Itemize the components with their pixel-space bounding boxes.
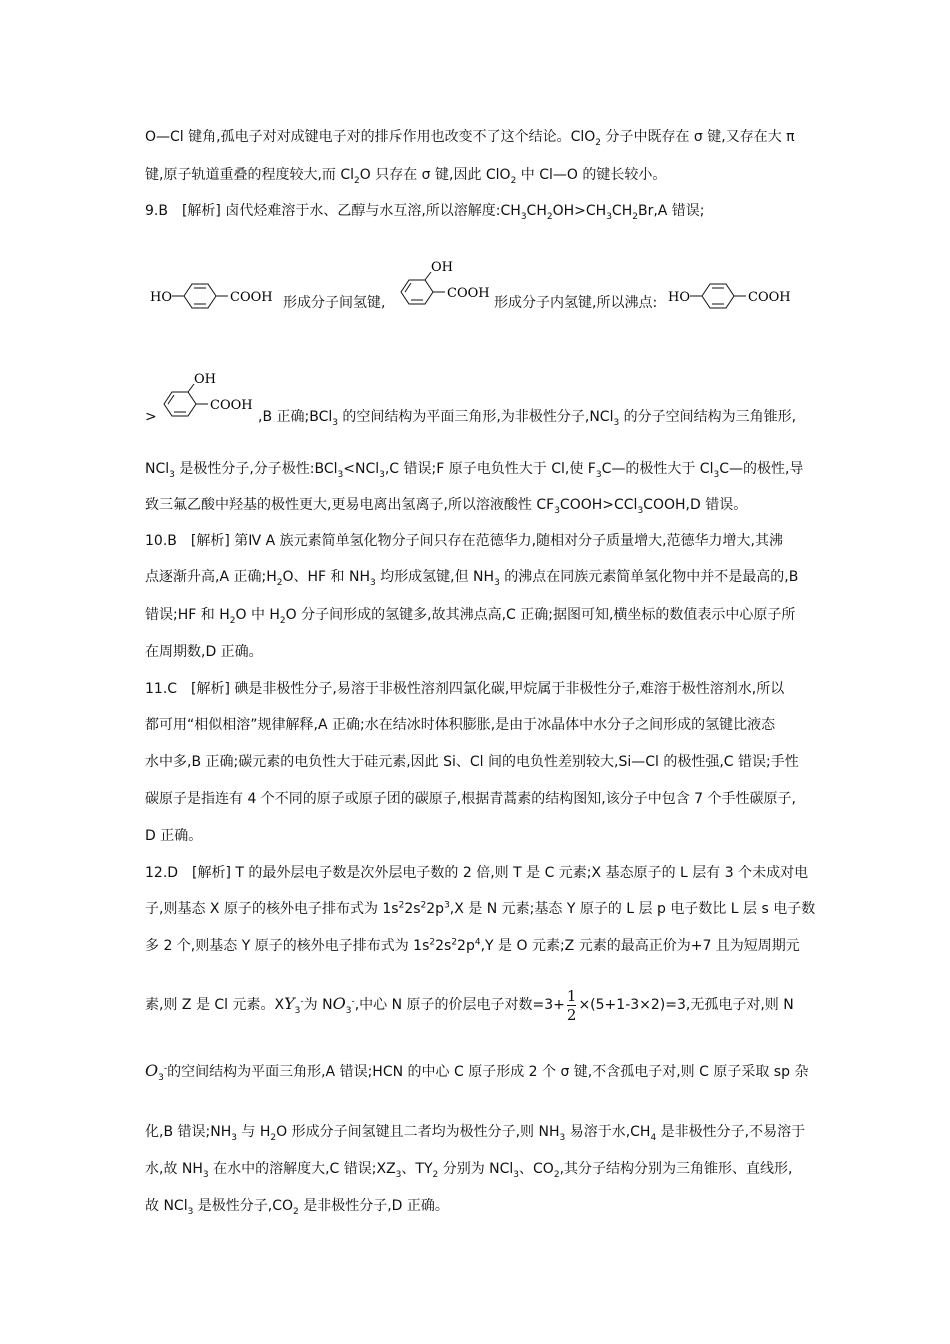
text-line: ,B 正确;BCl$_3$ 的空间结构为平面三角形,为非极性分子,NCl$_3$ 的分子空间结构为三角锥形, (258, 409, 797, 428)
text-line: NCl$_3$ 是极性分子,分子极性:BCl$_3$<NCl$_3$,C 错误;F 原子电负性大于 Cl,使 $F_3C—$的极性大于 $Cl_3C—$的极性,导 (145, 461, 804, 480)
text-line: 故 NCl$_3$ 是极性分子$,CO_2$ 是非极性分子,D 正确。 (145, 1198, 449, 1217)
text-line: O—Cl 键角,孤电子对对成键电子对的排斥作用也改变不了这个结论。ClO$_2$ 分子中既存在 σ 键,又存在大 π (145, 129, 795, 148)
text-line: 水中多,B 正确;碳元素的电负性大于硅元素,因此 Si、Cl 间的电负性差别较大,Si—Cl 的极性强,C 错误;手性 (145, 754, 799, 770)
fraction-one-half: $\frac{1}{2}$ (566, 986, 577, 1024)
cooh-label: COOH (748, 290, 791, 305)
text-line: 键,原子轨道重叠的程度较大,而 $Cl_2O$ 只存在 σ 键,因此 ClO$_2$ 中 Cl—O 的键长较小。 (145, 167, 667, 186)
question-12-heading: 12.D [解析] T 的最外层电子数是次外层电子数的 2 倍,则 T 是 C 元素;X 基态原子的 L 层有 3 个未成对电 (145, 865, 809, 881)
question-9-heading: 9.B [解析] 卤代烃难溶于水、乙醇与水互溶,所以溶解度$:CH_3CH_2OH>CH_3CH_2Br,A$ 错误; (145, 203, 705, 222)
text-line: 水,故 $NH_3$ 在水中的溶解度大,C 错误$;XZ_3$、$TY_2$ 分别为 NCl$_3$、$CO_2$,其分子结构分别为三角锥形、直线形, (145, 1161, 793, 1180)
text-line: 点逐渐升高,A 正确$;H_2O$、HF 和 $NH_3$ 均形成氢键,但 $NH_3$ 的沸点在同族元素简单氢化物中并不是最高的,B (145, 569, 799, 588)
oh-label: OH (194, 372, 216, 387)
cooh-label: COOH (447, 286, 490, 301)
text-line: 子,则基态 X 原子的核外电子排布式为 $1s^22s^22p^3,X$ 是 N 元素;基态 Y 原子的 L 层 p 电子数比 L 层 s 电子数 (145, 900, 816, 917)
question-10-heading: 10.B [解析] 第Ⅳ A 族元素简单氢化物分子间只存在范德华力,随相对分子质量增大,范德华力增大,其沸 (145, 533, 783, 549)
text-line: 化,B 错误$;NH_3$ 与 $H_2O$ 形成分子间氢键且二者均为极性分子,则 $NH_3$ 易溶于水$,CH_4$ 是非极性分子,不易溶于 (145, 1124, 806, 1143)
text-line: 素,则 Z 是 Cl 元素。$XY_3^-$为 $NO_3^-$,中心 N 原子的价层电子对数=3+ $\frac{1}{2}$ ×(5+1-3×2)=3,无孤电子对,则 N (145, 986, 794, 1024)
text-line: 都可用“相似相溶”规律解释,A 正确;水在结冰时体积膨胀,是由于冰晶体中水分子之间形成的氢键比液态 (145, 717, 776, 733)
greater-than: > (145, 409, 157, 425)
text-segment: 形成分子间氢键, (283, 295, 386, 311)
salicylic-acid-structure (395, 258, 495, 316)
cooh-label: COOH (230, 290, 273, 305)
question-11-heading: 11.C [解析] 碘是非极性分子,易溶于非极性溶剂四氯化碳,甲烷属于非极性分子,难溶于极性溶剂水,所以 (145, 681, 785, 697)
text-segment: 形成分子内氢键,所以沸点: (494, 295, 658, 311)
para-hydroxybenzoic-acid-structure (668, 280, 798, 320)
para-hydroxybenzoic-acid-structure (150, 280, 280, 320)
ho-label: HO (668, 290, 690, 305)
text-line: 多 2 个,则基态 Y 原子的核外电子排布式为 $1s^22s^22p^4,Y$ 是 O 元素;Z 元素的最高正价为+7 且为短周期元 (145, 937, 800, 954)
text-line: D 正确。 (145, 828, 203, 844)
text-line: 碳原子是指连有 4 个不同的原子或原子团的碳原子,根据青蒿素的结构图知,该分子中包含 7 个手性碳原子, (145, 791, 796, 807)
text-line: 错误;HF 和 $H_2O$ 中 $H_2O$ 分子间形成的氢键多,故其沸点高,C 正确;据图可知,横坐标的数值表示中心原子所 (145, 607, 796, 626)
cooh-label: COOH (210, 398, 253, 413)
oh-label: OH (431, 260, 453, 275)
ho-label: HO (150, 290, 172, 305)
text-line: $O_3^-$的空间结构为平面三角形,A 错误;HCN 的中心 C 原子形成 2 个 σ 键,不含孤电子对,则 C 原子采取 sp 杂 (145, 1061, 809, 1083)
text-line: 在周期数,D 正确。 (145, 644, 263, 660)
salicylic-acid-structure (158, 370, 258, 428)
text-line: 致三氟乙酸中羟基的极性更大,更易电离出氢离子,所以溶液酸性 $CF_3COOH>CCl_3COOH,D$ 错误。 (145, 497, 748, 516)
